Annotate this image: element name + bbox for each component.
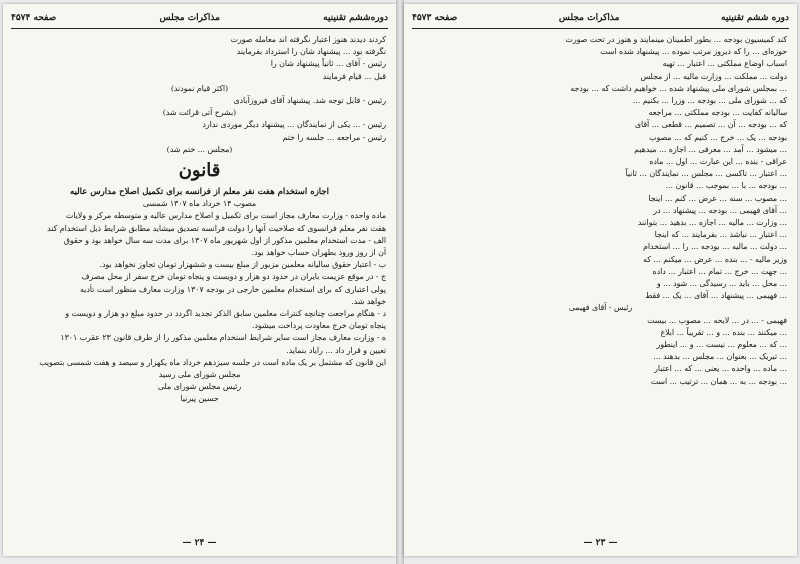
text-line: رئیس - مراجعه ... جلسه را ختم — [282, 132, 386, 142]
text-line: (اکثر قیام نمودند) — [170, 83, 229, 93]
left-journal: دوره‌ششم تقنینیه — [323, 13, 388, 23]
text-line: ... که ... معلوم ... نیست ... و ... اینطور — [656, 340, 787, 350]
right-page-number-value: ۲۳ — [595, 538, 606, 548]
signature-title: رئیس مجلس شورای ملی — [157, 382, 242, 392]
signature-name: حسین پیرنیا — [180, 394, 219, 404]
left-page-header — [11, 10, 388, 26]
text-line: ... آقای فهیمی ... بودجه ... پیشنهاد ... در — [653, 205, 787, 215]
left-page-body — [13, 34, 386, 528]
text-line: ... بودجه ... با ... بموجب ... قانون ... — [665, 181, 787, 191]
text-line: بودجه ... یک ... خرج ... کنیم که ... مصوب — [649, 132, 787, 142]
text-line: حوزه‌ای ... را که دیروز مرتب نموده ... پیشنهاد شده است — [600, 47, 787, 57]
text-line: (بشرح آتی قرائت شد) — [162, 108, 237, 118]
text-line: ... ماده ... واحده ... یعنی ... که ... اعتبار — [654, 364, 787, 374]
right-page-number: — ۲۳ — — [583, 538, 618, 548]
right-page-body — [414, 34, 787, 528]
right-header-rule — [412, 28, 789, 29]
text-line: ج - در موقع عزیمت بایران در حدود دو هزار و دویست و پنجاه تومان خرج سفر از محل مصرف — [81, 272, 386, 282]
left-title: مذاکرات مجلس — [159, 13, 220, 23]
left-page-label: صفحه ۴۵۷۴ — [11, 13, 57, 23]
text-line: قبل ... قیام فرمایند — [322, 71, 386, 81]
text-line: عراقی - بنده ... این عبارت ... اول ... ماده — [649, 157, 787, 167]
text-line: رئیس - آقای فهیمی — [568, 303, 633, 313]
left-page-number-value: ۲۴ — [194, 538, 205, 548]
right-page-label: صفحه ۴۵۷۳ — [412, 13, 458, 23]
right-page — [404, 4, 797, 556]
text-line: ... بودجه ... به ... همان ... ترتیب ... است — [650, 376, 787, 386]
text-line: تعیین و قرار داد ... رایاد بنماید. — [286, 345, 386, 355]
text-line: ... فهیمی ... پیشنهاد ... آقای ... یک ... فقط — [644, 291, 787, 301]
text-line: پولی اعتباری که برای استخدام معلمین خارجی در بودجه ۱۳۰۷ وزارت معارف منظور است تأدیه — [79, 284, 386, 294]
text-line: هفت نفر معلم فرانسوی که صلاحیت آنها را دولت فرانسه تصدیق میشاید مطابق شرایط ذیل استخدام کند — [47, 223, 386, 233]
text-line: الف - مدت استخدام معلمین مذکور از اول شهریور ماه ۱۳۰۷ برای مدت سه سال خواهد بود و حقوق — [63, 235, 386, 245]
text-line: (مجلس ... ختم شد) — [166, 144, 233, 154]
text-line: ب - اعتبار حقوق سالیانه معلمین مزبور از مبلغ بیست و ششهزار تومان تجاوز نخواهد بود. — [99, 260, 386, 270]
text-line: رئیس - ... یکی از نمایندگان ... پیشنهاد دیگر موردی ندارد — [202, 120, 386, 130]
text-line: ... تبریک ... بعنوان ... مجلس ... بدهند ... — [653, 352, 787, 362]
text-line: این قانون که مشتمل بر یک ماده است در جلسه سیزدهم خرداد ماه یکهزار و سیصد و هفت شمسی بتصویب — [39, 357, 386, 367]
text-line: رئیس - قابل توجه شد. پیشنهاد آقای فیروزآبادی — [233, 96, 386, 106]
text-line: کردند دیدند هنوز اعتبار نگرفته اند معامله صورت — [230, 35, 386, 44]
law-date: مصوب ۱۴ خرداد ماه ۱۳۰۷ شمسی — [142, 199, 257, 209]
text-line: ماده واحده - وزارت معارف مجاز است برای تکمیل و اصلاح مدارس عالیه و متوسطه مرکز و ولایات — [65, 211, 386, 221]
book-gutter — [396, 0, 404, 564]
text-line: ... محل ... باید ... رسیدگی ... شود ... و — [656, 279, 787, 289]
text-line: ه - وزارت معارف مجاز است سایر شرایط استخدام معلمین مذکور را از طرف قانون ۲۳ عقرب ۱۳۰۱ — [60, 333, 386, 343]
text-line: رئیس - آقای ... ثانیاً پیشنهاد شان را — [270, 59, 386, 69]
text-line: دولت ... مملکت ... وزارت مالیه ... از مجلس — [640, 71, 787, 81]
text-line: ... اعتبار ... تاکسی ... مجلس ... نمایندگان ... ثانیاً — [625, 169, 787, 179]
text-line: که ... بودجه ... آن ... تصمیم ... قطعی ... آقای — [634, 120, 787, 130]
text-line: خواهد شد. — [351, 296, 386, 306]
text-line: ... وزارت ... مالیه ... اجازه ... بدهید ... بتوانند — [637, 218, 787, 228]
text-line: کند کمیسیون بودجه ... بطور اطمینان مینمایند و هنوز در تحت صورت — [565, 35, 787, 44]
text-line: ... دولت ... مالیه ... بودجه ... را ... استخدام — [643, 242, 787, 252]
text-line: سالیانه کفایت ... بودجه مملکتی ... مراجعه — [648, 108, 787, 118]
text-line: ... میشود ... آمد ... معرفی ... اجازه ... میدهیم — [634, 144, 787, 154]
right-title: مذاکرات مجلس — [558, 13, 620, 23]
text-line: وزیر مالیه - ... بنده ... عرض ... میکنم ... که — [643, 254, 787, 264]
left-page-number: — ۲۴ — — [182, 538, 217, 548]
left-page — [3, 4, 396, 556]
text-line: پنجاه تومان خرج معاودت پرداخت میشود. — [252, 321, 386, 331]
text-line: آن از روز ورود بطهران حساب خواهد بود. — [251, 248, 386, 258]
law-subtitle: اجازه استخدام هفت نفر معلم از فرانسه برای تکمیل اصلاح مدارس عالیه — [69, 187, 330, 198]
law-title: قانون — [178, 160, 221, 182]
text-line: د - هنگام مراجعت چنانچه کنترات معلمین سابق الذکر تجدید اگردد در حدود مبلغ دو هزار و دویست و — [65, 309, 386, 319]
text-line: اسباب اوضاع مملکتی ... اعتبار ... تهیه — [662, 59, 787, 69]
text-line: ... بمجلس شورای ملی پیشنهاد شده ... خواهیم داشت که ... بودجه — [570, 83, 787, 93]
text-line: ... جهت ... خرج ... تمام ... اعتبار ... داده — [652, 266, 787, 276]
text-line: نگرفته بود ... پیشنهاد شان را استرداد بفرمایند — [236, 47, 386, 57]
text-line: ... میکنند ... بنده ... و ... تقریباً ... ابلاغ — [660, 327, 787, 337]
right-page-header — [412, 10, 789, 26]
left-header-rule — [11, 28, 388, 29]
text-line: ... اعتبار ... نباشد ... بفرمایند ... که اینجا — [654, 230, 787, 240]
text-line: ... مصوب ... سنه ... عرض ... کنم ... اینجا — [648, 193, 787, 203]
text-line: مجلس شورای ملی رسید — [158, 370, 241, 380]
text-line: فهیمی - ... در ... لایحه ... مصوب ... بیست — [647, 315, 787, 325]
right-journal: دوره ششم تقنینیه — [721, 13, 789, 23]
text-line: که ... شورای ملی ... بودجه ... وزرا ... بکنیم ... — [632, 96, 787, 106]
